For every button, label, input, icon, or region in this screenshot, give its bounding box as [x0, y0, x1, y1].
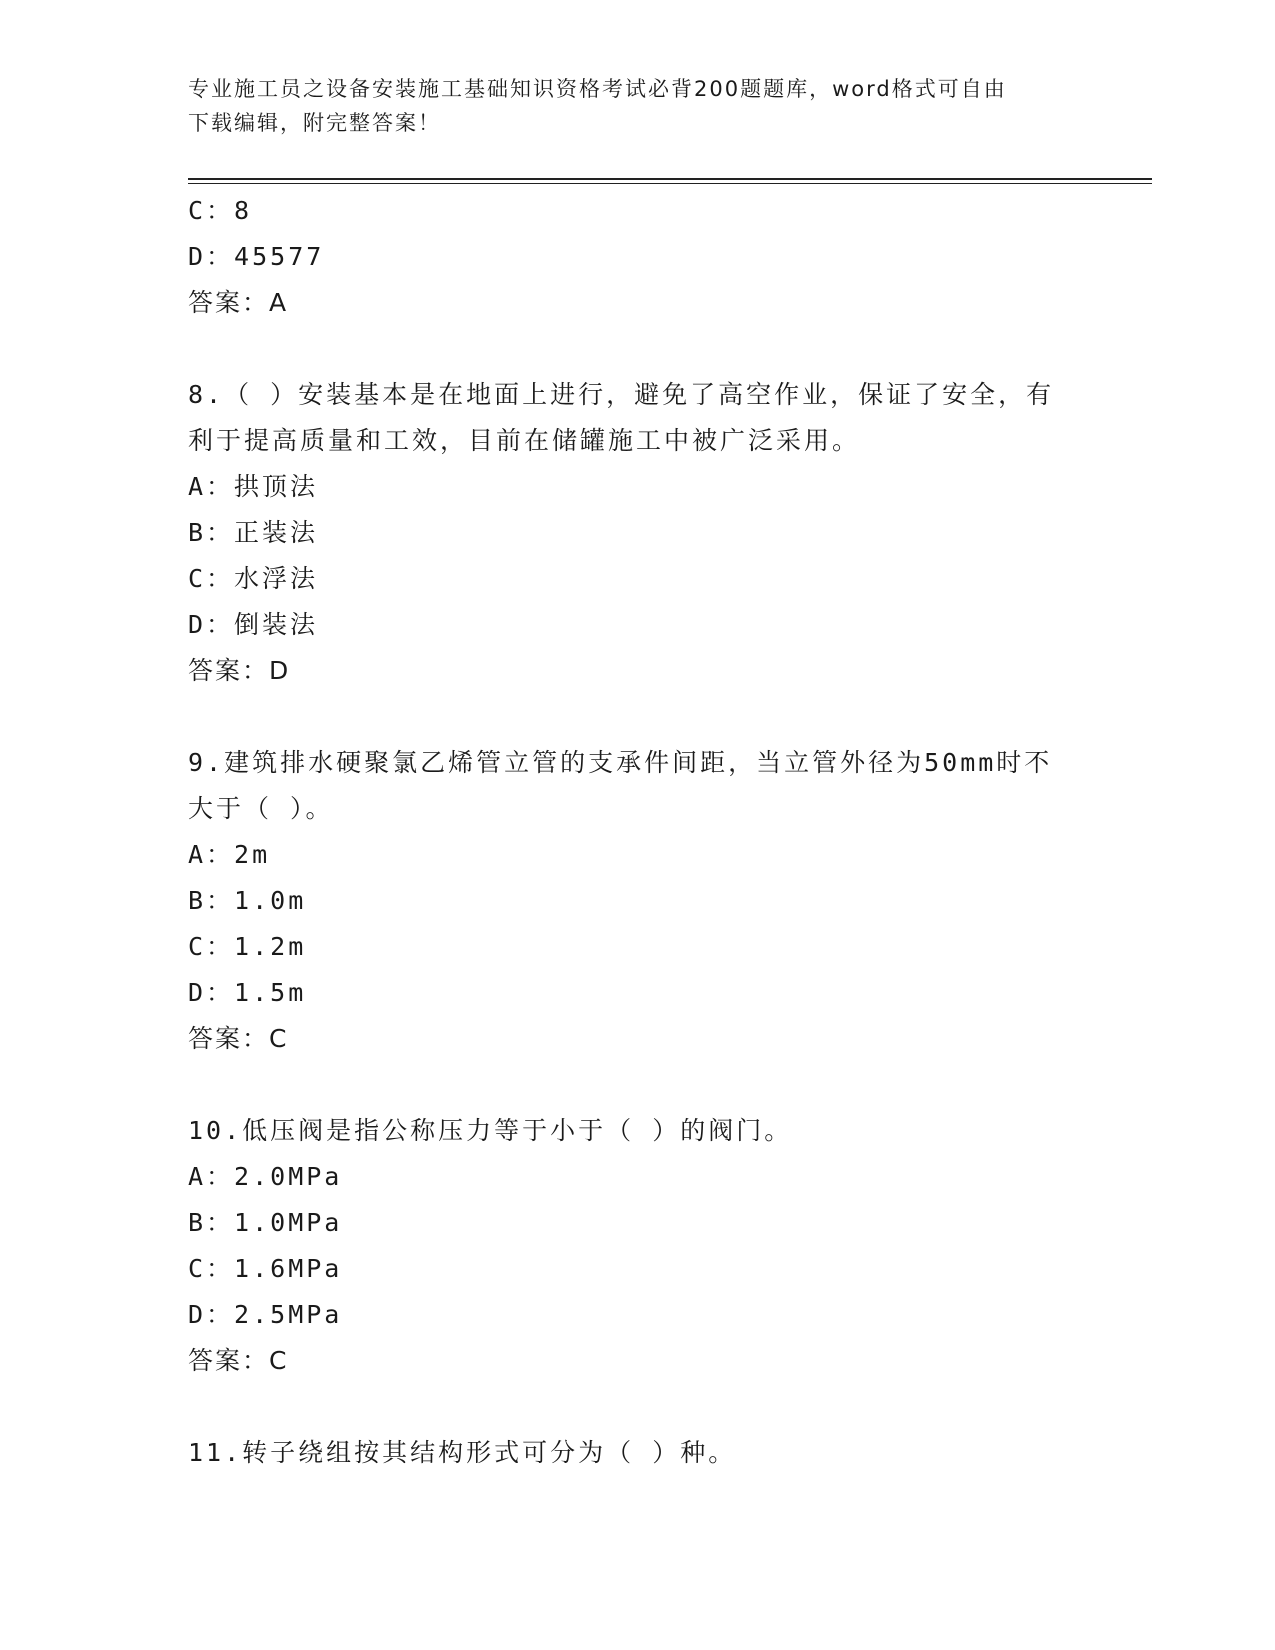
document-header	[188, 72, 1088, 140]
question-text-line-1: 10.低压阀是指公称压力等于小于（ ）的阀门。	[188, 1116, 793, 1145]
header-line-1: 专业施工员之设备安装施工基础知识资格考试必背200题题库，word格式可自由	[188, 77, 1007, 101]
header-divider-thick	[188, 178, 1152, 180]
question-text-line-1: 9.建筑排水硬聚氯乙烯管立管的支承件间距，当立管外径为50mm时不	[188, 748, 1053, 777]
option-a: A：拱顶法	[188, 472, 319, 501]
question-10	[188, 1108, 1088, 1384]
answer-label: 答案：D	[188, 656, 291, 685]
question-list	[188, 188, 1088, 1476]
question-11	[188, 1430, 1088, 1476]
question-text-line-2: 利于提高质量和工效，目前在储罐施工中被广泛采用。	[188, 426, 861, 455]
option-c: C：8	[188, 196, 253, 225]
option-b: B：1.0m	[188, 886, 307, 915]
question-9	[188, 740, 1088, 1062]
spacer	[188, 1062, 1088, 1108]
question-7-tail	[188, 188, 1088, 326]
option-d: D：45577	[188, 242, 325, 271]
header-divider-thin	[188, 183, 1152, 184]
spacer	[188, 694, 1088, 740]
answer-label: 答案：C	[188, 1024, 289, 1053]
option-c: C：1.6MPa	[188, 1254, 343, 1283]
option-b: B：正装法	[188, 518, 319, 547]
option-d: D：倒装法	[188, 610, 319, 639]
question-8	[188, 372, 1088, 694]
spacer	[188, 326, 1088, 372]
option-a: A：2m	[188, 840, 271, 869]
option-b: B：1.0MPa	[188, 1208, 343, 1237]
spacer	[188, 1384, 1088, 1430]
option-a: A：2.0MPa	[188, 1162, 343, 1191]
question-text-line-2: 大于（ ）。	[188, 794, 334, 823]
option-c: C：1.2m	[188, 932, 307, 961]
option-d: D：2.5MPa	[188, 1300, 343, 1329]
option-d: D：1.5m	[188, 978, 307, 1007]
answer-label: 答案：C	[188, 1346, 289, 1375]
option-c: C：水浮法	[188, 564, 319, 593]
question-text-line-1: 11.转子绕组按其结构形式可分为（ ）种。	[188, 1438, 737, 1467]
header-line-2: 下载编辑，附完整答案！	[188, 111, 441, 135]
question-text-line-1: 8.（ ）安装基本是在地面上进行，避免了高空作业，保证了安全，有	[188, 380, 1055, 409]
answer-label: 答案：A	[188, 288, 289, 317]
